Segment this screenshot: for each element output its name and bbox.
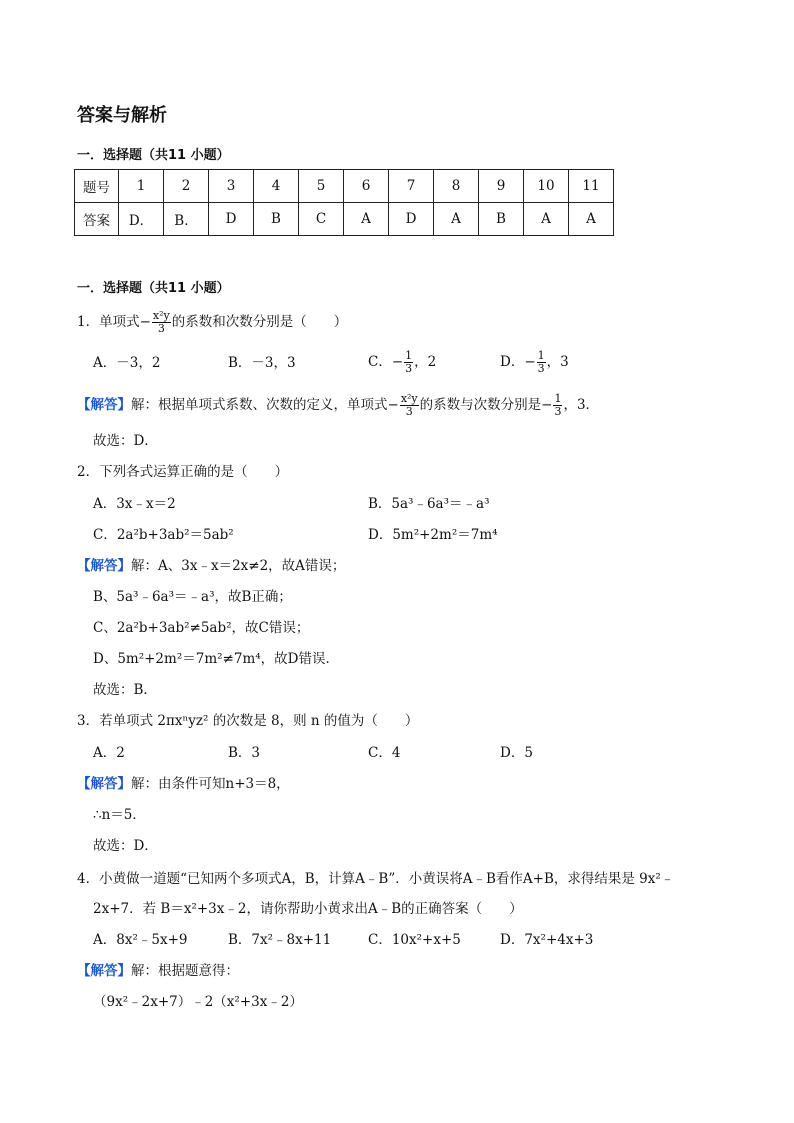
question-4-stem-line-2: 2x+7．若 B＝x²+3x﹣2，请你帮助小黄求出A﹣B的正确答案（ ） bbox=[93, 901, 523, 917]
q1-option-c bbox=[368, 350, 436, 375]
table-header-cell: 题号 bbox=[75, 170, 119, 203]
answer-table-row-answers bbox=[75, 203, 614, 236]
q1-option-b: B．－3，3 bbox=[228, 355, 296, 371]
fraction-denominator: 3 bbox=[537, 362, 545, 375]
q2-option-a: A．3x﹣x＝2 bbox=[93, 496, 176, 512]
question-2-stem: 2．下列各式运算正确的是（ ） bbox=[77, 464, 289, 480]
fraction-numerator: x²y bbox=[400, 392, 418, 405]
table-cell: 9 bbox=[479, 170, 524, 203]
fraction-numerator: 1 bbox=[537, 349, 545, 362]
table-cell: 8 bbox=[434, 170, 479, 203]
q3-option-c: C．4 bbox=[368, 745, 401, 761]
q2-answer-line-1 bbox=[77, 557, 345, 575]
q4-option-b: B．7x²﹣8x+11 bbox=[228, 932, 332, 948]
table-cell: B bbox=[479, 203, 524, 236]
table-cell: 3 bbox=[209, 170, 254, 203]
table-cell: A bbox=[569, 203, 614, 236]
question-1-stem bbox=[77, 310, 347, 335]
fraction-numerator: x²y bbox=[152, 309, 170, 322]
q1-stem-pre: 单项式− bbox=[99, 314, 151, 330]
table-cell: D bbox=[209, 203, 254, 236]
q2-option-d: D．5m²+2m²＝7m⁴ bbox=[368, 527, 498, 543]
table-header-cell: 答案 bbox=[75, 203, 119, 236]
fraction-numerator: 1 bbox=[405, 349, 413, 362]
table-cell: 5 bbox=[299, 170, 344, 203]
fraction-denominator: 3 bbox=[405, 362, 413, 375]
fraction bbox=[400, 393, 419, 418]
table-cell: 1 bbox=[119, 170, 164, 203]
q2-option-c: C．2a²b+3ab²＝5ab² bbox=[93, 527, 234, 543]
q1-option-c-pre: C．− bbox=[368, 354, 404, 370]
fraction-denominator: 3 bbox=[157, 322, 165, 335]
q1-option-c-post: ，2 bbox=[414, 354, 437, 370]
table-cell: 4 bbox=[254, 170, 299, 203]
answer-table bbox=[74, 169, 614, 236]
table-cell: 6 bbox=[344, 170, 389, 203]
q3-answer-text: 解：由条件可知n+3＝8， bbox=[131, 776, 290, 792]
q1-choose: 故选：D． bbox=[93, 433, 158, 449]
answer-tag: 【解答】 bbox=[77, 397, 131, 413]
fraction-denominator: 3 bbox=[554, 405, 562, 418]
q4-answer-line-1 bbox=[77, 962, 239, 980]
q3-answer-line-2: ∴n＝5． bbox=[93, 807, 146, 823]
question-3-stem: 3．若单项式 2πxⁿyz² 的次数是 8，则 n 的值为（ ） bbox=[77, 713, 419, 729]
q1-option-a: A．－3，2 bbox=[93, 355, 161, 371]
q1-stem-post: 的系数和次数分别是（ ） bbox=[171, 314, 348, 330]
q2-answer-line-4: D、5m²+2m²＝7m²≠7m⁴，故D错误． bbox=[93, 651, 339, 667]
table-cell: A bbox=[344, 203, 389, 236]
table-cell: 2 bbox=[164, 170, 209, 203]
q2-answer-line-3: C、2a²b+3ab²≠5ab²，故C错误； bbox=[93, 620, 310, 636]
q2-choose: 故选：B． bbox=[93, 682, 157, 698]
section-heading-details: 一．选择题（共11 小题） bbox=[77, 281, 230, 296]
answer-table-row-numbers bbox=[75, 170, 614, 203]
table-cell: A bbox=[434, 203, 479, 236]
table-cell: A bbox=[524, 203, 569, 236]
q3-option-a: A．2 bbox=[93, 745, 125, 761]
table-cell: 10 bbox=[524, 170, 569, 203]
q3-answer-line-1 bbox=[77, 775, 290, 793]
fraction bbox=[404, 350, 413, 375]
fraction-denominator: 3 bbox=[405, 405, 413, 418]
table-cell: 11 bbox=[569, 170, 614, 203]
q1-option-d-post: ，3 bbox=[546, 354, 569, 370]
fraction bbox=[553, 393, 562, 418]
fraction bbox=[537, 350, 546, 375]
q2-option-b: B．5a³﹣6a³＝﹣a³ bbox=[368, 496, 490, 512]
table-cell: B bbox=[254, 203, 299, 236]
q4-option-a: A．8x²﹣5x+9 bbox=[93, 932, 188, 948]
q4-option-c: C．10x²+x+5 bbox=[368, 932, 461, 948]
q2-answer-line-2: B、5a³﹣6a³＝﹣a³，故B正确； bbox=[93, 589, 292, 605]
table-cell: 7 bbox=[389, 170, 434, 203]
q1-option-d-pre: D．− bbox=[500, 354, 536, 370]
q1-answer-pre: 解：根据单项式系数、次数的定义，单项式− bbox=[131, 397, 399, 413]
table-cell: D bbox=[389, 203, 434, 236]
answer-tag: 【解答】 bbox=[77, 963, 131, 979]
answer-tag: 【解答】 bbox=[77, 558, 131, 574]
question-number: 1． bbox=[77, 314, 100, 330]
q1-answer-post: ，3． bbox=[563, 397, 600, 413]
table-cell: C bbox=[299, 203, 344, 236]
fraction-numerator: 1 bbox=[554, 392, 562, 405]
q4-answer-line-2: （9x²﹣2x+7）﹣2（x²+3x﹣2） bbox=[93, 994, 303, 1010]
q1-answer-mid: 的系数与次数分别是− bbox=[419, 397, 553, 413]
q2-answer-text: 解：A、3x﹣x＝2x≠2，故A错误； bbox=[131, 558, 346, 574]
q4-answer-text: 解：根据题意得： bbox=[131, 963, 239, 979]
table-cell: D． bbox=[119, 203, 164, 236]
question-4-stem-line-1: 4．小黄做一道题“已知两个多项式A，B，计算A﹣B”．小黄误将A﹣B看作A+B，求得结果是 9x²﹣ bbox=[77, 871, 675, 887]
q1-answer bbox=[77, 393, 599, 418]
q4-option-d: D．7x²+4x+3 bbox=[500, 932, 594, 948]
fraction bbox=[152, 310, 171, 335]
table-cell: B． bbox=[164, 203, 209, 236]
section-heading-summary: 一．选择题（共11 小题） bbox=[77, 148, 230, 163]
q3-option-d: D．5 bbox=[500, 745, 533, 761]
q3-option-b: B．3 bbox=[228, 745, 261, 761]
answer-tag: 【解答】 bbox=[77, 776, 131, 792]
q1-option-d bbox=[500, 350, 569, 375]
q3-choose: 故选：D． bbox=[93, 838, 158, 854]
page-title: 答案与解析 bbox=[77, 105, 167, 126]
